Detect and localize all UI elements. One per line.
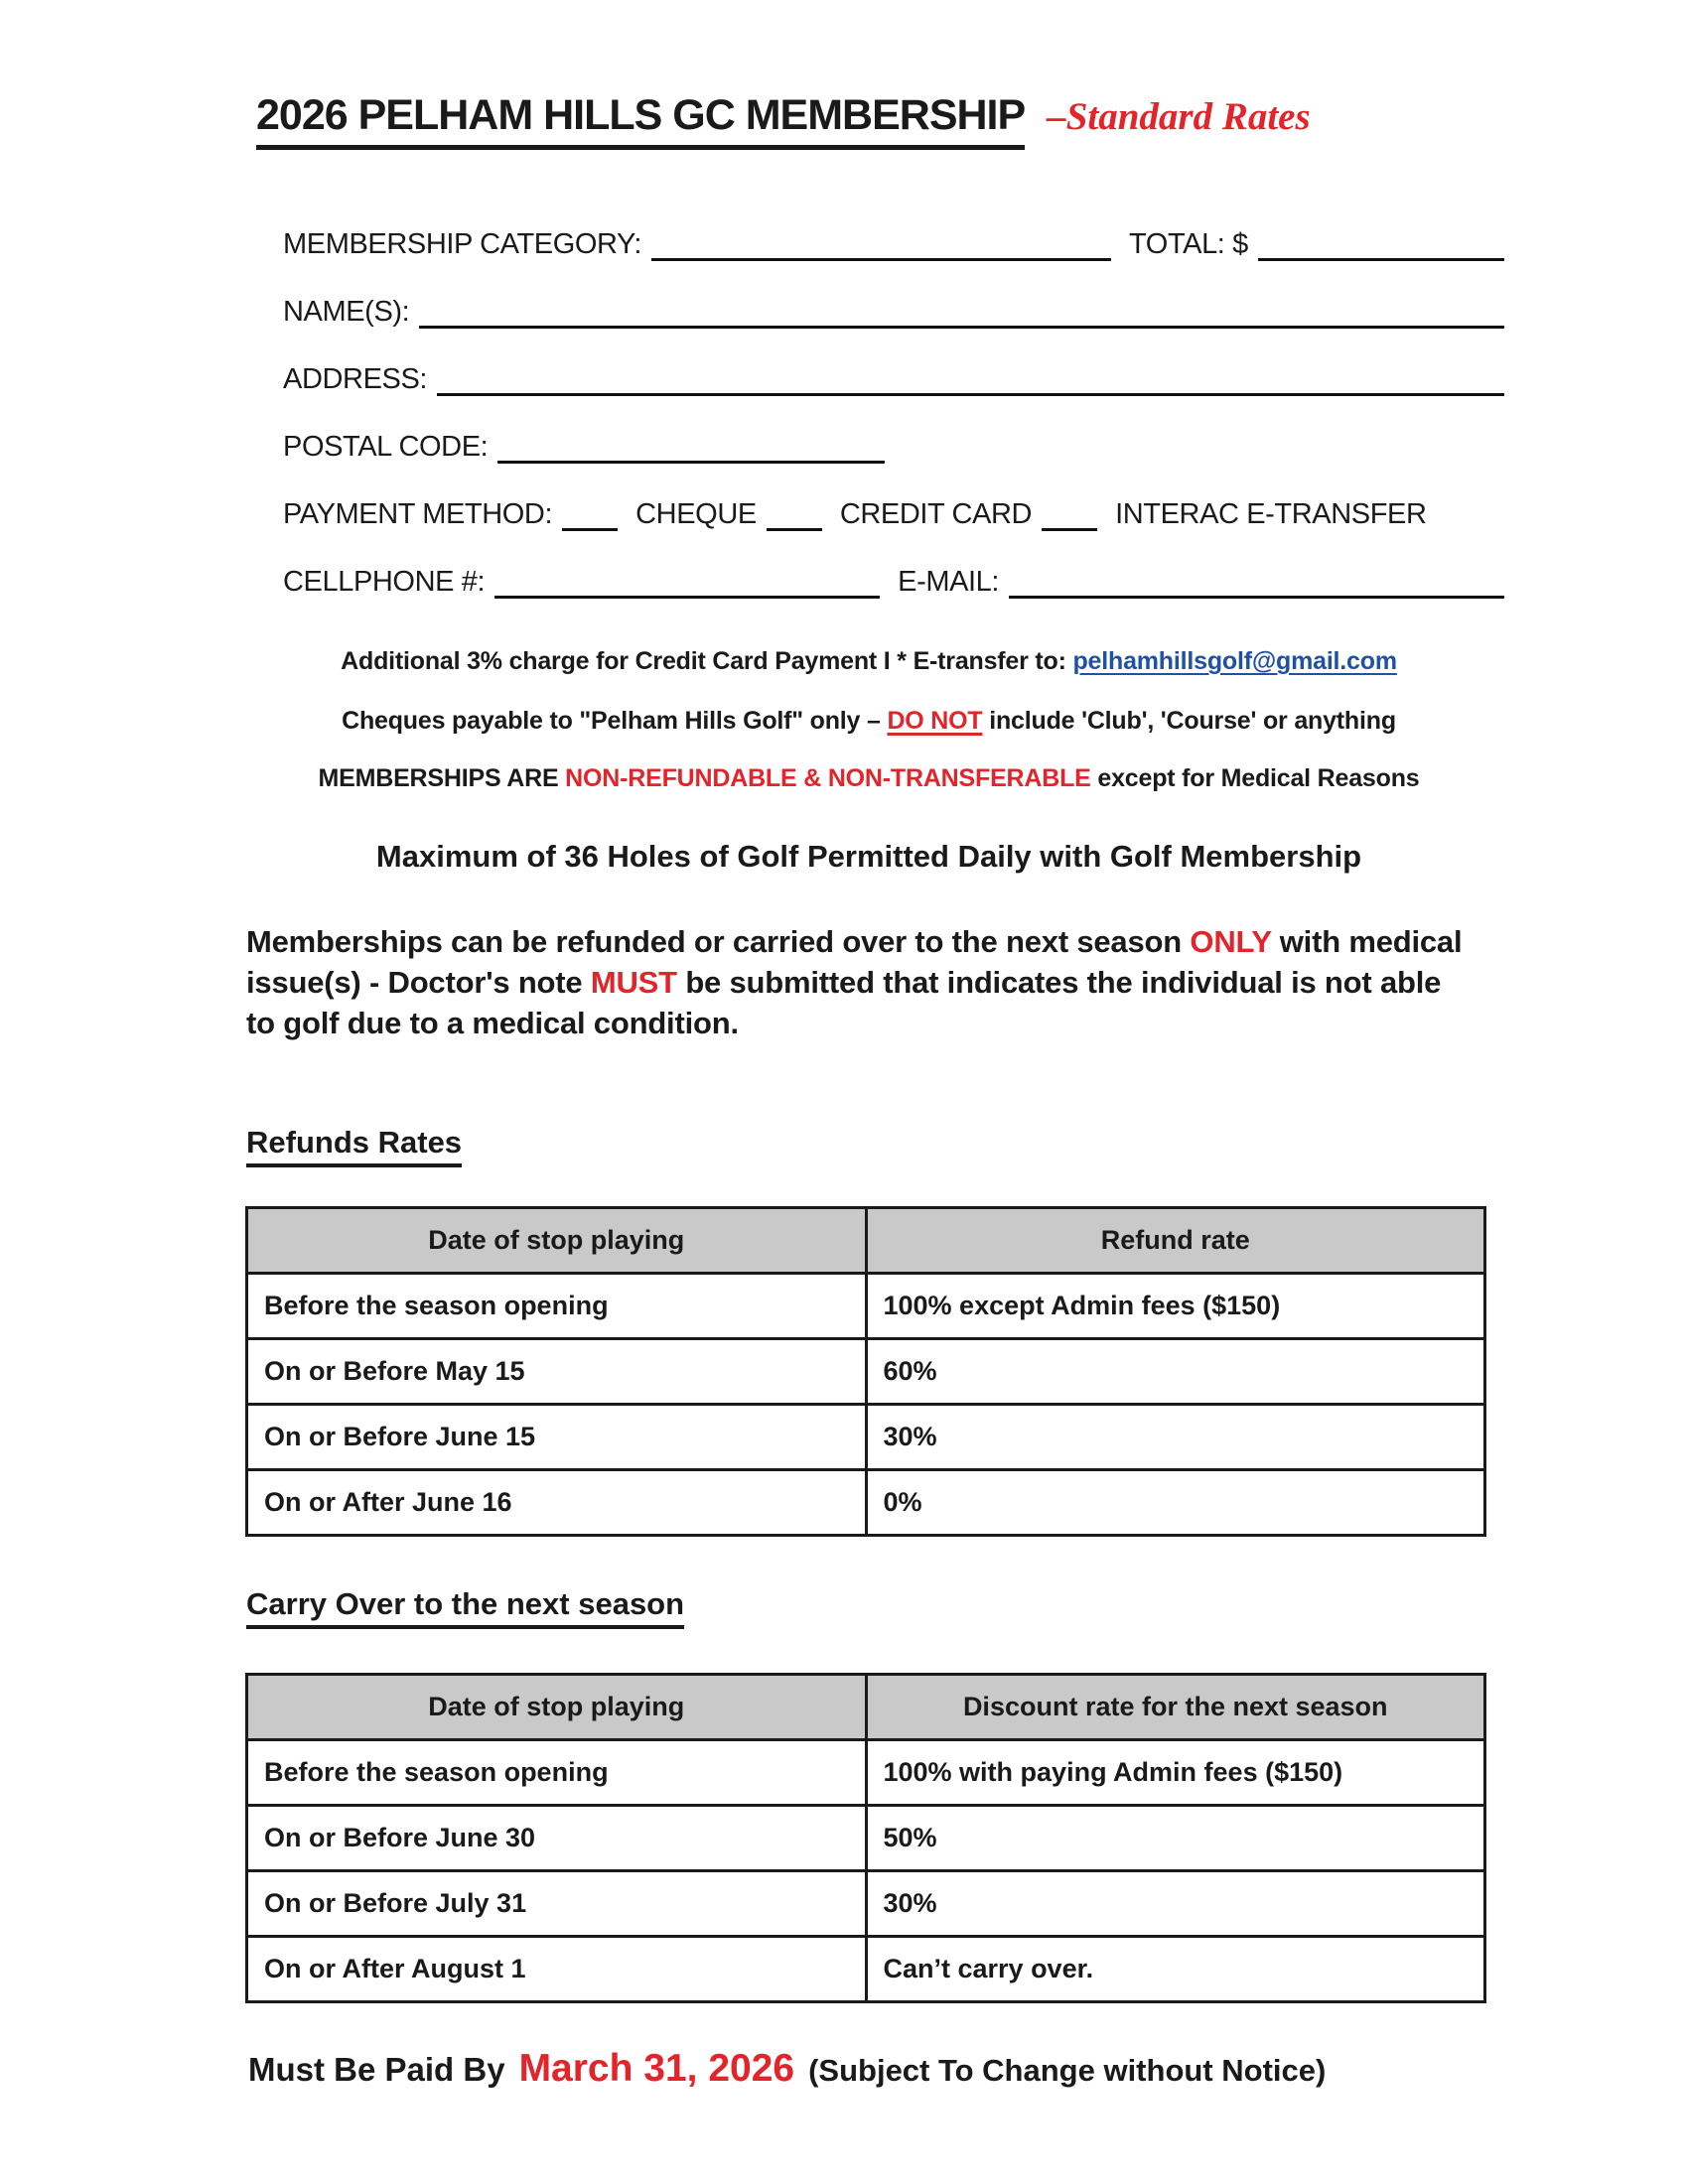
carry-over-heading (246, 1586, 684, 1629)
deadline-suffix: (Subject To Change without Notice) (808, 2053, 1327, 2088)
policy-text-2: with medical issue(s) - Doctor's note (246, 924, 1463, 1000)
policy-only: ONLY (1190, 924, 1272, 959)
carry-over-heading-text: Carry Over to the next season (246, 1586, 684, 1629)
note3-red-text: NON-REFUNDABLE & NON-TRANSFERABLE (565, 764, 1091, 792)
refunds-header-date: Date of stop playing (247, 1208, 867, 1274)
names-row (283, 261, 1504, 329)
page-title (256, 91, 1311, 150)
table-row (247, 1470, 1485, 1536)
membership-form (283, 194, 1504, 599)
note2-suffix: include 'Club', 'Course' or anything (982, 707, 1396, 735)
table-cell: Before the season opening (247, 1740, 867, 1806)
table-cell: 100% except Admin fees ($150) (866, 1274, 1485, 1339)
table-cell: 50% (866, 1806, 1485, 1871)
payment-option-etransfer: INTERAC E-TRANSFER (1115, 498, 1427, 530)
email-label: E-MAIL: (898, 566, 1000, 598)
postal-code-label: POSTAL CODE: (283, 431, 489, 463)
address-row (283, 329, 1504, 396)
email-blank (1009, 595, 1504, 599)
table-cell: On or Before June 30 (247, 1806, 867, 1871)
membership-category-row (283, 194, 1504, 261)
table-row (247, 1339, 1485, 1405)
table-cell: 0% (866, 1470, 1485, 1536)
table-cell: 30% (866, 1871, 1485, 1937)
cellphone-email-row (283, 531, 1504, 599)
refund-policy-paragraph (246, 921, 1463, 1043)
refunds-rates-heading-text: Refunds Rates (246, 1125, 462, 1167)
table-header-row (247, 1675, 1485, 1740)
membership-category-blank (651, 257, 1111, 261)
table-cell: On or After August 1 (247, 1937, 867, 2002)
payment-option-credit-card: CREDIT CARD (839, 498, 1033, 530)
postal-code-blank (497, 460, 885, 464)
table-row (247, 1740, 1485, 1806)
table-row (247, 1806, 1485, 1871)
payment-deadline-line (248, 2047, 1326, 2091)
carry-header-discount: Discount rate for the next season (866, 1675, 1485, 1740)
etransfer-email-link[interactable]: pelhamhillsgolf@gmail.com (1072, 647, 1397, 675)
table-row (247, 1274, 1485, 1339)
address-blank (437, 392, 1504, 396)
refunds-rates-heading (246, 1125, 462, 1167)
table-cell: Can’t carry over. (866, 1937, 1485, 2002)
policy-must: MUST (590, 965, 677, 1000)
note-non-refundable (248, 764, 1489, 793)
carry-header-date: Date of stop playing (247, 1675, 867, 1740)
max-holes-headline: Maximum of 36 Holes of Golf Permitted Daily with Golf Membership (375, 839, 1362, 874)
payment-method-row (283, 464, 1504, 531)
table-header-row (247, 1208, 1485, 1274)
payment-method-label: PAYMENT METHOD: (283, 498, 553, 530)
total-blank (1258, 257, 1504, 261)
names-label: NAME(S): (283, 296, 410, 328)
page-title-suffix: –Standard Rates (1047, 95, 1311, 138)
cellphone-blank (494, 595, 880, 599)
table-cell: On or After June 16 (247, 1470, 867, 1536)
total-label: TOTAL: $ (1129, 228, 1248, 260)
note2-do-not: DO NOT (887, 707, 983, 735)
table-cell: Before the season opening (247, 1274, 867, 1339)
note3-text: MEMBERSHIPS ARE (318, 764, 566, 792)
table-row (247, 1405, 1485, 1470)
carry-over-table (245, 1673, 1486, 2003)
table-row (247, 1937, 1485, 2002)
table-row (247, 1871, 1485, 1937)
policy-text-3: be submitted that indicates the individual is not able to golf due to a medical condition. (246, 965, 1442, 1040)
note2-text: Cheques payable to "Pelham Hills Golf" only – (342, 707, 888, 735)
note-credit-card-etransfer (248, 647, 1489, 676)
table-cell: 60% (866, 1339, 1485, 1405)
refunds-header-rate: Refund rate (866, 1208, 1485, 1274)
page-title-main: 2026 PELHAM HILLS GC MEMBERSHIP (256, 91, 1025, 150)
note1-text: Additional 3% charge for Credit Card Payment I * E-transfer to: (341, 647, 1073, 675)
deadline-prefix: Must Be Paid By (248, 2051, 505, 2088)
membership-category-label: MEMBERSHIP CATEGORY: (283, 228, 642, 260)
credit-card-blank (767, 527, 822, 531)
names-blank (419, 325, 1504, 329)
table-cell: 100% with paying Admin fees ($150) (866, 1740, 1485, 1806)
address-label: ADDRESS: (283, 363, 428, 395)
table-cell: On or Before July 31 (247, 1871, 867, 1937)
deadline-date: March 31, 2026 (518, 2047, 795, 2090)
note-cheques-payable (248, 707, 1489, 736)
refunds-table (245, 1206, 1486, 1537)
table-cell: On or Before June 15 (247, 1405, 867, 1470)
cellphone-label: CELLPHONE #: (283, 566, 486, 598)
policy-text-1: Memberships can be refunded or carried over to the next season (246, 924, 1191, 959)
table-cell: 30% (866, 1405, 1485, 1470)
payment-option-cheque: CHEQUE (635, 498, 757, 530)
postal-code-row (283, 396, 1504, 464)
note3-suffix: except for Medical Reasons (1090, 764, 1420, 792)
etransfer-blank (1042, 527, 1097, 531)
table-cell: On or Before May 15 (247, 1339, 867, 1405)
cheque-blank (562, 527, 618, 531)
